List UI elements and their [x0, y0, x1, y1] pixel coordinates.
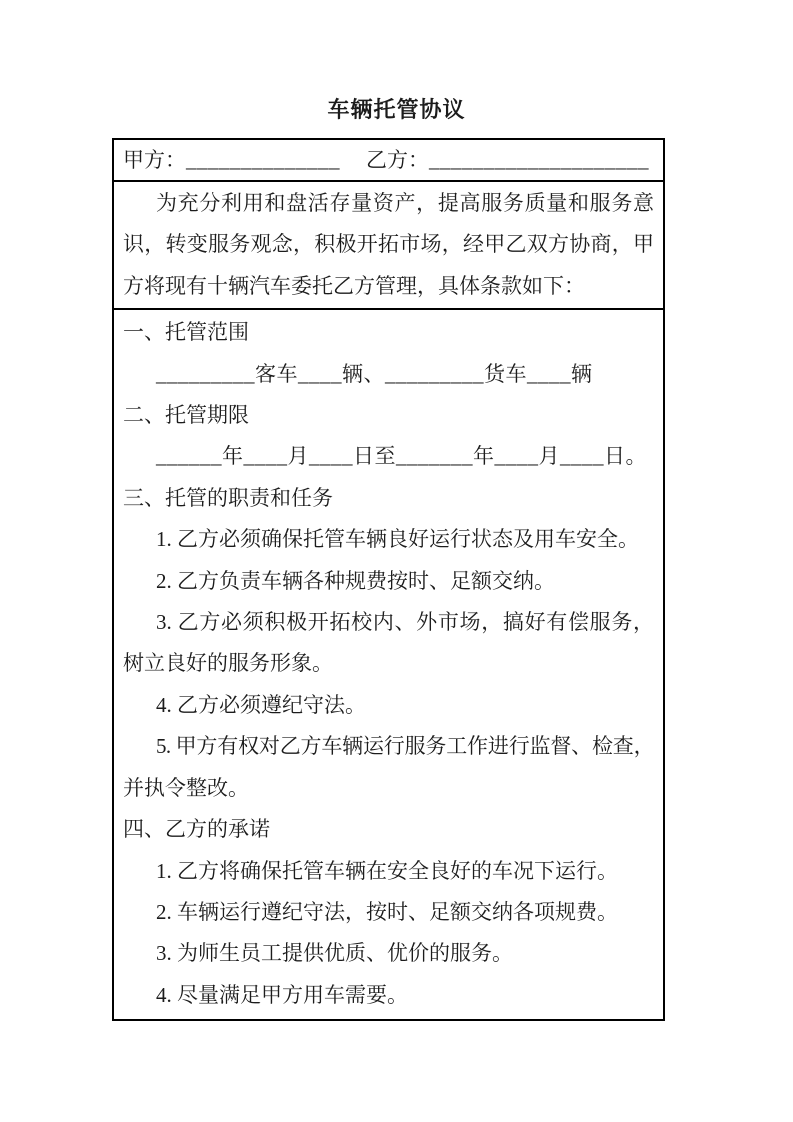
clause-3-3: 3. 乙方必须积极开拓校内、外市场，搞好有偿服务， — [156, 610, 654, 635]
intro-line-1: 为充分利用和盘活存量资产，提高服务质量和服务意 — [156, 191, 654, 215]
clause-4-1: 1. 乙方将确保托管车辆在安全良好的车况下运行。 — [156, 858, 618, 883]
clause-4-2: 2. 车辆运行遵纪守法，按时、足额交纳各项规费。 — [156, 899, 618, 924]
section-1-heading: 一、托管范围 — [123, 320, 249, 345]
section-2-date-line: ______年____月____日至_______年____月____日。 — [156, 444, 647, 469]
intro-line-2: 识，转变服务观念，积极开拓市场，经甲乙双方协商，甲 — [123, 232, 654, 257]
contract-table — [112, 138, 665, 1021]
contract-body — [114, 310, 663, 1019]
clause-3-4: 4. 乙方必须遵纪守法。 — [156, 692, 366, 717]
party-a-blank: ______________ — [186, 148, 340, 172]
parties-row — [114, 140, 663, 182]
clause-3-3-continuation: 树立良好的服务形象。 — [123, 651, 333, 676]
document-title: 车辆托管协议 — [327, 97, 466, 122]
clause-3-5-continuation: 并执令整改。 — [123, 775, 249, 800]
section-2-heading: 二、托管期限 — [123, 403, 249, 428]
party-b-label: 乙方： — [366, 148, 429, 172]
intro-clause — [114, 182, 663, 310]
clause-3-1: 1. 乙方必须确保托管车辆良好运行状态及用车安全。 — [156, 527, 639, 552]
intro-line-3: 方将现有十辆汽车委托乙方管理，具体条款如下： — [123, 273, 585, 298]
clause-4-3: 3. 为师生员工提供优质、优价的服务。 — [156, 941, 513, 966]
clause-3-2: 2. 乙方负责车辆各种规费按时、足额交纳。 — [156, 568, 555, 593]
section-1-blank-line: _________客车____辆、_________货车____辆 — [156, 361, 593, 386]
clause-3-5: 5. 甲方有权对乙方车辆运行服务工作进行监督、检查， — [156, 734, 654, 759]
section-4-heading: 四、乙方的承诺 — [123, 817, 270, 842]
party-b-blank: ____________________ — [429, 148, 649, 172]
party-a-label: 甲方： — [123, 148, 186, 172]
section-3-heading: 三、托管的职责和任务 — [123, 485, 333, 510]
clause-4-4: 4. 尽量满足甲方用车需要。 — [156, 982, 408, 1007]
